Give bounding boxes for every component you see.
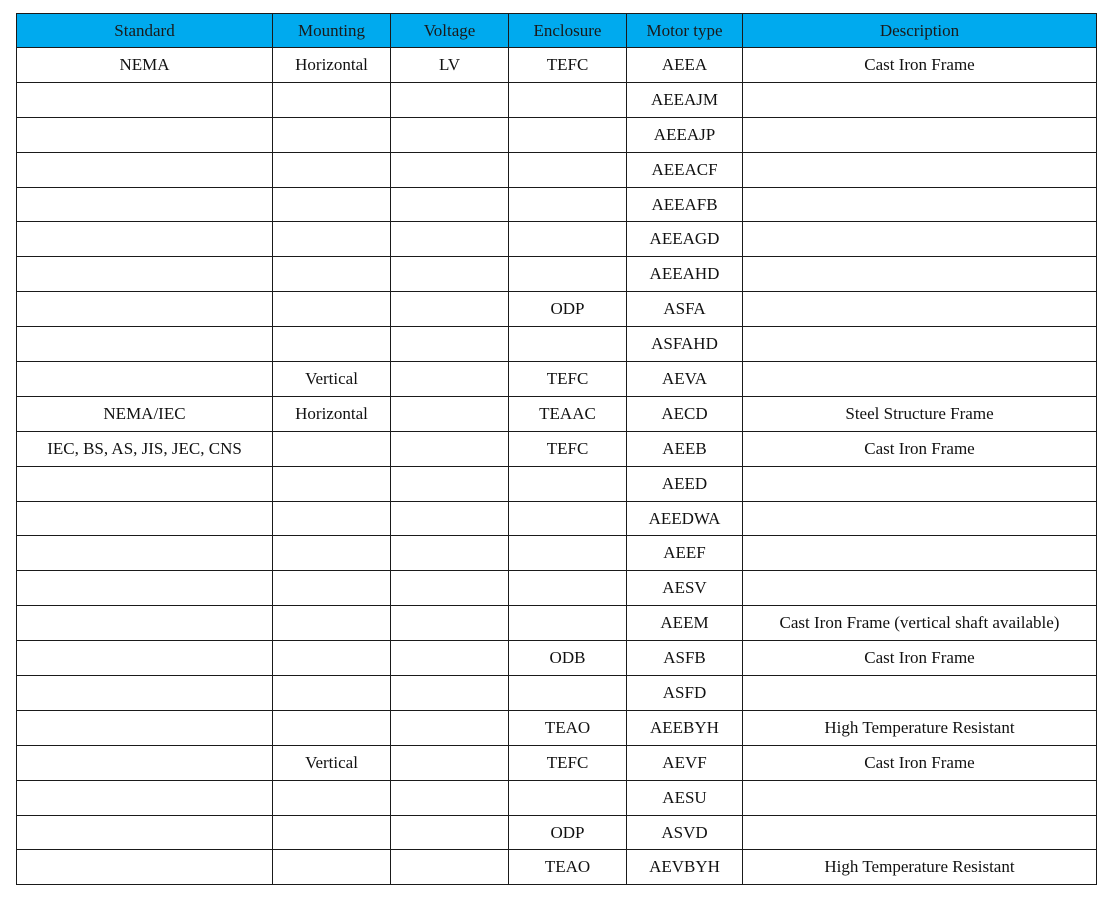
cell-motor-type: AECD [627, 396, 743, 431]
cell-mounting [273, 187, 391, 222]
table-row [17, 571, 1097, 606]
cell-mounting [273, 710, 391, 745]
table-row [17, 606, 1097, 641]
column-header-description: Description [743, 14, 1097, 48]
cell-motor-type: AEVF [627, 745, 743, 780]
cell-motor-type: ASFA [627, 292, 743, 327]
cell-description: Cast Iron Frame [743, 48, 1097, 83]
cell-description [743, 362, 1097, 397]
cell-motor-type: AEEAJM [627, 82, 743, 117]
cell-description: Cast Iron Frame [743, 431, 1097, 466]
cell-motor-type: AEEAHD [627, 257, 743, 292]
cell-enclosure: TEFC [509, 48, 627, 83]
table-header-row [17, 14, 1097, 48]
cell-enclosure: TEAO [509, 850, 627, 885]
cell-motor-type: ASVD [627, 815, 743, 850]
cell-standard [17, 676, 273, 711]
cell-description: Cast Iron Frame (vertical shaft available) [743, 606, 1097, 641]
cell-description: Steel Structure Frame [743, 396, 1097, 431]
cell-standard [17, 222, 273, 257]
cell-standard [17, 362, 273, 397]
cell-mounting: Vertical [273, 362, 391, 397]
cell-mounting [273, 536, 391, 571]
cell-mounting: Vertical [273, 745, 391, 780]
cell-description: Cast Iron Frame [743, 641, 1097, 676]
cell-standard [17, 466, 273, 501]
cell-voltage [391, 431, 509, 466]
cell-voltage [391, 780, 509, 815]
table-row [17, 187, 1097, 222]
cell-description [743, 292, 1097, 327]
cell-voltage [391, 501, 509, 536]
table-row [17, 362, 1097, 397]
cell-description [743, 466, 1097, 501]
column-header-voltage: Voltage [391, 14, 509, 48]
cell-voltage [391, 257, 509, 292]
cell-enclosure [509, 327, 627, 362]
cell-motor-type: ASFB [627, 641, 743, 676]
cell-motor-type: ASFD [627, 676, 743, 711]
column-header-mounting: Mounting [273, 14, 391, 48]
cell-enclosure: TEFC [509, 362, 627, 397]
column-header-enclosure: Enclosure [509, 14, 627, 48]
motor-type-table [16, 13, 1097, 885]
cell-motor-type: ASFAHD [627, 327, 743, 362]
cell-description [743, 815, 1097, 850]
table-row [17, 710, 1097, 745]
cell-standard [17, 745, 273, 780]
cell-description [743, 187, 1097, 222]
cell-standard [17, 501, 273, 536]
cell-mounting [273, 676, 391, 711]
cell-enclosure: TEFC [509, 745, 627, 780]
cell-mounting [273, 431, 391, 466]
cell-motor-type: AEEM [627, 606, 743, 641]
cell-mounting: Horizontal [273, 48, 391, 83]
cell-mounting [273, 850, 391, 885]
cell-enclosure: TEAO [509, 710, 627, 745]
cell-standard [17, 641, 273, 676]
cell-standard [17, 152, 273, 187]
cell-description [743, 780, 1097, 815]
cell-mounting [273, 466, 391, 501]
cell-description [743, 222, 1097, 257]
cell-motor-type: AEEA [627, 48, 743, 83]
cell-description [743, 536, 1097, 571]
cell-enclosure [509, 571, 627, 606]
cell-voltage [391, 641, 509, 676]
cell-standard: NEMA [17, 48, 273, 83]
cell-motor-type: AEEB [627, 431, 743, 466]
cell-standard [17, 292, 273, 327]
table-row [17, 117, 1097, 152]
table-row [17, 536, 1097, 571]
cell-standard [17, 82, 273, 117]
cell-standard [17, 536, 273, 571]
cell-mounting [273, 641, 391, 676]
table-row [17, 501, 1097, 536]
cell-voltage [391, 117, 509, 152]
cell-voltage [391, 466, 509, 501]
table-row [17, 815, 1097, 850]
table-row [17, 292, 1097, 327]
table-row [17, 327, 1097, 362]
cell-enclosure [509, 466, 627, 501]
table-row [17, 222, 1097, 257]
cell-voltage [391, 222, 509, 257]
cell-mounting [273, 327, 391, 362]
cell-motor-type: AEVBYH [627, 850, 743, 885]
table-row [17, 396, 1097, 431]
cell-enclosure [509, 82, 627, 117]
cell-enclosure: ODP [509, 292, 627, 327]
cell-mounting [273, 152, 391, 187]
table-row [17, 641, 1097, 676]
cell-enclosure [509, 152, 627, 187]
cell-motor-type: AESV [627, 571, 743, 606]
cell-voltage [391, 362, 509, 397]
cell-mounting [273, 82, 391, 117]
table-row [17, 152, 1097, 187]
table-row [17, 466, 1097, 501]
cell-standard [17, 117, 273, 152]
cell-mounting [273, 501, 391, 536]
cell-voltage [391, 710, 509, 745]
cell-enclosure [509, 676, 627, 711]
cell-motor-type: AEEAFB [627, 187, 743, 222]
cell-enclosure [509, 501, 627, 536]
cell-motor-type: AEEAJP [627, 117, 743, 152]
cell-description: High Temperature Resistant [743, 850, 1097, 885]
cell-voltage [391, 327, 509, 362]
cell-enclosure [509, 536, 627, 571]
cell-voltage [391, 676, 509, 711]
cell-enclosure [509, 780, 627, 815]
cell-motor-type: AEVA [627, 362, 743, 397]
cell-enclosure [509, 606, 627, 641]
cell-standard [17, 187, 273, 222]
cell-description [743, 327, 1097, 362]
column-header-motor-type: Motor type [627, 14, 743, 48]
cell-voltage [391, 536, 509, 571]
cell-standard [17, 815, 273, 850]
cell-description: Cast Iron Frame [743, 745, 1097, 780]
cell-motor-type: AEEACF [627, 152, 743, 187]
cell-mounting [273, 815, 391, 850]
cell-standard [17, 327, 273, 362]
cell-standard [17, 780, 273, 815]
cell-motor-type: AEEF [627, 536, 743, 571]
cell-description [743, 82, 1097, 117]
cell-enclosure: ODP [509, 815, 627, 850]
table-row [17, 257, 1097, 292]
cell-voltage [391, 82, 509, 117]
cell-voltage [391, 292, 509, 327]
cell-standard: IEC, BS, AS, JIS, JEC, CNS [17, 431, 273, 466]
cell-mounting [273, 780, 391, 815]
cell-motor-type: AESU [627, 780, 743, 815]
table-row [17, 431, 1097, 466]
table-row [17, 745, 1097, 780]
cell-description [743, 571, 1097, 606]
table-row [17, 850, 1097, 885]
cell-enclosure: TEFC [509, 431, 627, 466]
cell-standard [17, 606, 273, 641]
cell-motor-type: AEEBYH [627, 710, 743, 745]
cell-mounting [273, 222, 391, 257]
cell-description [743, 676, 1097, 711]
cell-mounting [273, 117, 391, 152]
table-row [17, 676, 1097, 711]
table-row [17, 780, 1097, 815]
cell-voltage [391, 815, 509, 850]
cell-voltage [391, 606, 509, 641]
cell-standard: NEMA/IEC [17, 396, 273, 431]
cell-motor-type: AEEAGD [627, 222, 743, 257]
cell-voltage [391, 571, 509, 606]
cell-enclosure [509, 222, 627, 257]
cell-voltage [391, 850, 509, 885]
cell-mounting [273, 606, 391, 641]
cell-mounting [273, 292, 391, 327]
cell-standard [17, 850, 273, 885]
cell-enclosure [509, 117, 627, 152]
table-body [17, 48, 1097, 885]
table-row [17, 48, 1097, 83]
cell-description: High Temperature Resistant [743, 710, 1097, 745]
cell-enclosure: ODB [509, 641, 627, 676]
cell-voltage [391, 396, 509, 431]
cell-description [743, 257, 1097, 292]
cell-description [743, 501, 1097, 536]
cell-motor-type: AEED [627, 466, 743, 501]
cell-voltage [391, 187, 509, 222]
cell-description [743, 152, 1097, 187]
cell-enclosure [509, 187, 627, 222]
cell-standard [17, 710, 273, 745]
cell-standard [17, 257, 273, 292]
cell-motor-type: AEEDWA [627, 501, 743, 536]
cell-voltage [391, 152, 509, 187]
cell-mounting [273, 571, 391, 606]
cell-mounting: Horizontal [273, 396, 391, 431]
cell-enclosure: TEAAC [509, 396, 627, 431]
column-header-standard: Standard [17, 14, 273, 48]
cell-voltage: LV [391, 48, 509, 83]
table-row [17, 82, 1097, 117]
cell-enclosure [509, 257, 627, 292]
cell-mounting [273, 257, 391, 292]
cell-voltage [391, 745, 509, 780]
cell-description [743, 117, 1097, 152]
cell-standard [17, 571, 273, 606]
